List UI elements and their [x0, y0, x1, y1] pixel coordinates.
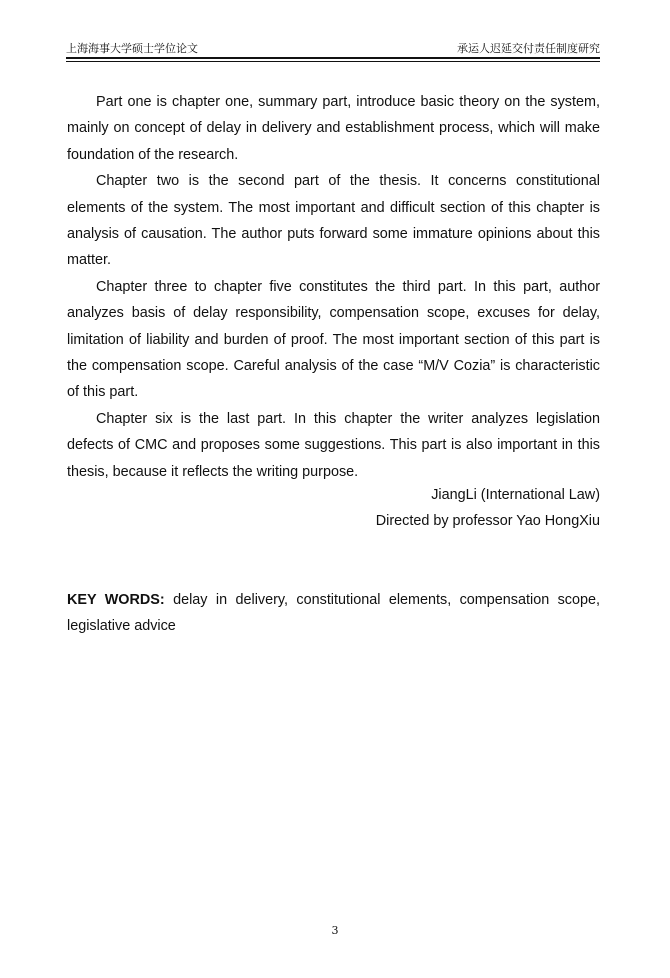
paragraph-part-one: Part one is chapter one, summary part, introduce basic theory on the system, mainly on concept of delay in delivery and establishment process, which will make foundation of the research. [67, 94, 600, 163]
abstract-body [67, 89, 600, 485]
header-left-title: 上海海事大学硕士学位论文 [66, 42, 198, 55]
header-right-title: 承运人迟延交付责任制度研究 [457, 42, 600, 55]
page-number: 3 [331, 924, 339, 937]
paragraph-chapter-six: Chapter six is the last part. In this chapter the writer analyzes legislation defects of CMC and proposes some suggestions. This part is also important in this thesis, because it reflects the writing purpose. [67, 410, 600, 480]
author-signature [376, 482, 600, 535]
keywords-text: delay in delivery, constitutional elements, compensation scope, legislative advice [67, 592, 600, 635]
keywords-block [67, 587, 600, 640]
keywords-label: KEY WORDS: [67, 592, 165, 608]
director-line: Directed by professor Yao HongXiu [375, 513, 600, 530]
paragraph-chapters-three-to-five: Chapter three to chapter five constitutes the third part. In this part, author analyzes basis of delay responsibility, compensation scope, excuses for delay, limitation of liability and burden of proof. The most important section of this part is the compensation scope. Careful analysis of the case “M/V Cozia” is characteristic of this part. [67, 278, 600, 401]
header-rule-thin [66, 61, 600, 62]
paragraph-chapter-two: Chapter two is the second part of the thesis. It concerns constitutional elements of the system. The most important and difficult section of this chapter is analysis of causation. The author puts forward some immature opinions about this matter. [67, 173, 600, 269]
author-name: JiangLi (International Law) [431, 487, 600, 503]
header-rule-thick [66, 57, 600, 59]
